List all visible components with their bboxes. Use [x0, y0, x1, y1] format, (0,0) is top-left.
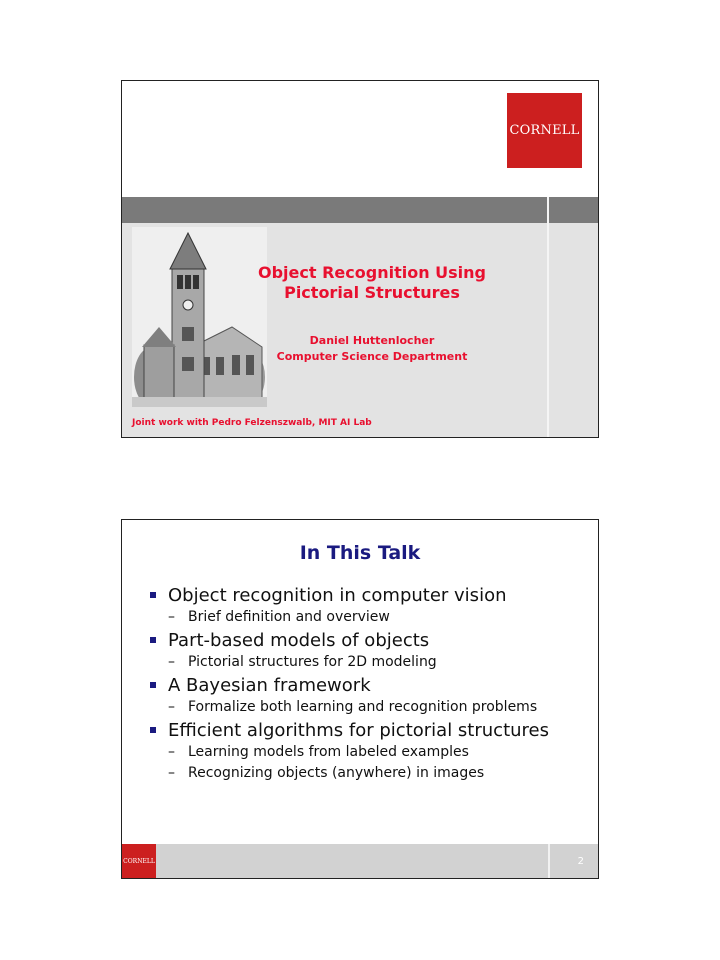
bullet-item — [142, 584, 582, 627]
bullet-item — [142, 629, 582, 672]
joint-work-note: Joint work with Pedro Felzenszwalb, MIT AI Lab — [132, 418, 372, 428]
square-bullet-icon — [150, 637, 156, 643]
bullet-text: Object recognition in computer vision — [168, 585, 507, 606]
outline-slide — [121, 519, 599, 879]
cornell-logo-text: CORNELL — [509, 123, 580, 138]
sub-bullet-item: – Learning models from labeled examples — [168, 744, 469, 760]
slide-title-line1: Object Recognition Using — [258, 263, 486, 282]
sub-bullet-item: – Brief definition and overview — [168, 609, 390, 625]
bullet-item — [142, 719, 582, 783]
cornell-logo-text: CORNELL — [123, 857, 155, 865]
cornell-logo — [122, 844, 156, 878]
sub-bullet-text: Brief definition and overview — [188, 609, 390, 625]
slide-title — [242, 263, 502, 303]
bullet-text: Efficient algorithms for pictorial structures — [168, 720, 549, 741]
square-bullet-icon — [150, 592, 156, 598]
sub-bullet-list — [168, 608, 582, 627]
sub-bullet-text: Recognizing objects (anywhere) in images — [188, 765, 485, 781]
square-bullet-icon — [150, 682, 156, 688]
sub-bullet-text: Learning models from labeled examples — [188, 744, 469, 760]
slide-title-line2: Pictorial Structures — [284, 283, 460, 302]
sub-bullet-list — [168, 653, 582, 672]
square-bullet-icon — [150, 727, 156, 733]
sub-bullet-item: – Recognizing objects (anywhere) in images — [168, 765, 485, 781]
slide-title: In This Talk — [299, 542, 421, 564]
title-slide — [121, 80, 599, 438]
sub-bullet-list — [168, 743, 582, 783]
bullet-text: Part-based models of objects — [168, 630, 430, 651]
sub-bullet-text: Pictorial structures for 2D modeling — [188, 654, 437, 670]
bullet-item — [142, 674, 582, 717]
sub-bullet-text: Formalize both learning and recognition problems — [188, 699, 538, 715]
bullet-text: A Bayesian framework — [168, 675, 371, 696]
divider-line — [547, 197, 549, 438]
author-block — [242, 333, 502, 365]
title-content-area — [122, 223, 598, 438]
page-number: 2 — [577, 856, 584, 867]
sub-bullet-item: – Formalize both learning and recognition problems — [168, 699, 538, 715]
sub-bullet-item: – Pictorial structures for 2D modeling — [168, 654, 437, 670]
author-department: Computer Science Department — [276, 350, 468, 363]
slide-footer — [122, 844, 598, 878]
bullet-list — [142, 584, 582, 785]
header-band — [122, 197, 598, 223]
author-name: Daniel Huttenlocher — [309, 334, 435, 347]
divider-line — [548, 844, 550, 878]
sub-bullet-list — [168, 698, 582, 717]
cornell-logo — [507, 93, 582, 168]
clock-tower-illustration — [132, 227, 267, 407]
